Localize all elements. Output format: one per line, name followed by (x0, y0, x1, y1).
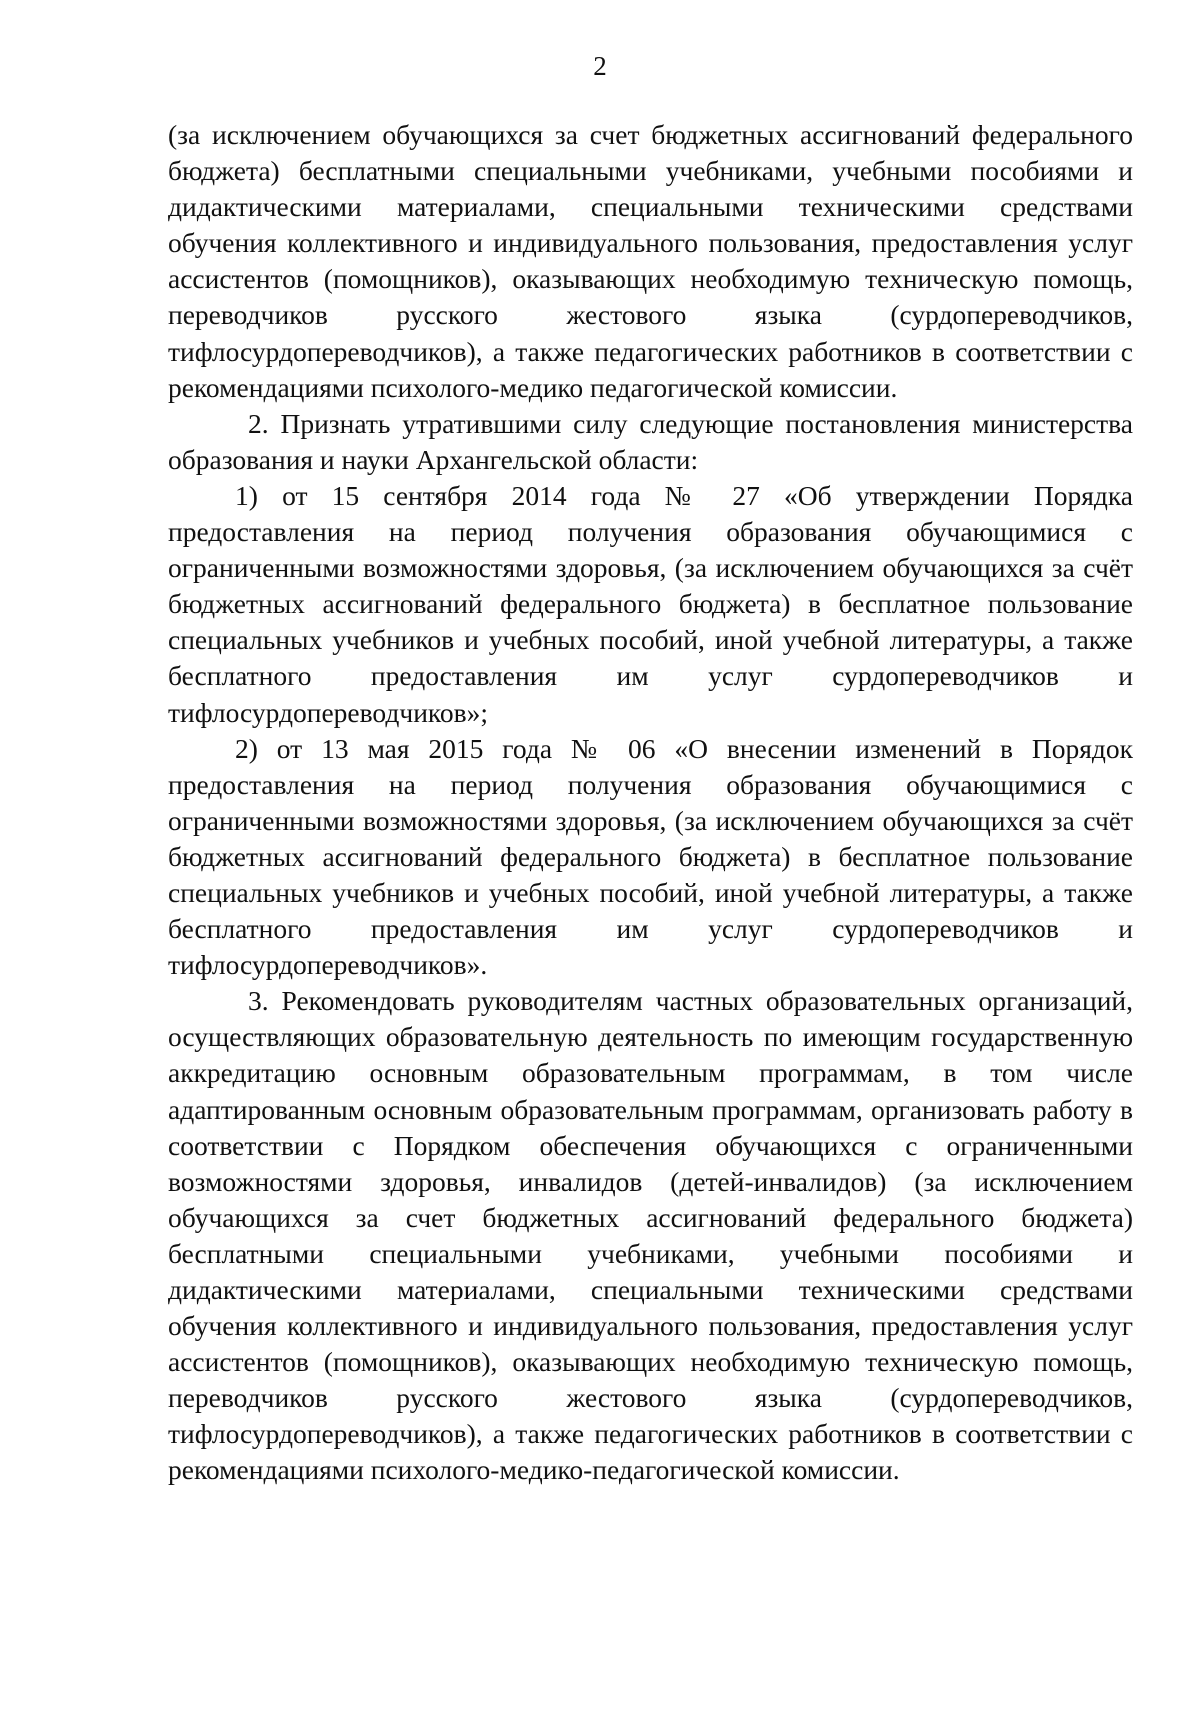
paragraph-item-2: 2. Признать утратившими силу следующие постановления министерства образования и науки Архангельской области: (168, 407, 1133, 475)
paragraph-item-2-1: 1) от 15 сентября 2014 года № 27 «Об утверждении Порядка предоставления на период получения образования обучающимися с ограниченными возможностями здоровья, (за исключением обучающихся за счёт бюджетных ассигнований федерального бюджета) в бесплатное пользование специальных учебников и учебных пособий, иной учебной литературы, а также бесплатного предоставления им услуг сурдопереводчиков и тифлосурдопереводчиков»; (168, 479, 1133, 728)
paragraph-item-2-2: 2) от 13 мая 2015 года № 06 «О внесении изменений в Порядок предоставления на период получения образования обучающимися с ограниченными возможностями здоровья, (за исключением обучающихся за счёт бюджетных ассигнований федерального бюджета) в бесплатное пользование специальных учебников и учебных пособий, иной учебной литературы, а также бесплатного предоставления им услуг сурдопереводчиков и тифлосурдопереводчиков». (168, 732, 1133, 981)
page-number: 2 (593, 51, 607, 81)
paragraph-continuation: (за исключением обучающихся за счет бюджетных ассигнований федерального бюджета) бесплатными специальными учебниками, учебными пособиями и дидактическими материалами, специальными техническими средствами обучения коллективного и индивидуального пользования, предоставления услуг ассистентов (помощников), оказывающих необходимую техническую помощь, переводчиков русского жестового языка (сурдопереводчиков, тифлосурдопереводчиков), а также педагогических работников в соответствии с рекомендациями психолого-медико педагогической комиссии. (168, 119, 1133, 403)
paragraph-item-3: 3. Рекомендовать руководителям частных образовательных организаций, осуществляющих образовательную деятельность по имеющим государственную аккредитацию основным образовательным программам, в том числе адаптированным основным образовательным программам, организовать работу в соответствии с Порядком обеспечения обучающихся с ограниченными возможностями здоровья, инвалидов (детей-инвалидов) (за исключением обучающихся за счет бюджетных ассигнований федерального бюджета) бесплатными специальными учебниками, учебными пособиями и дидактическими материалами, специальными техническими средствами обучения коллективного и индивидуального пользования, предоставления услуг ассистентов (помощников), оказывающих необходимую техническую помощь, переводчиков русского жестового языка (сурдопереводчиков, тифлосурдопереводчиков), а также педагогических работников в соответствии с рекомендациями психолого-медико-педагогической комиссии. (168, 985, 1133, 1486)
document-body (168, 117, 1133, 1489)
